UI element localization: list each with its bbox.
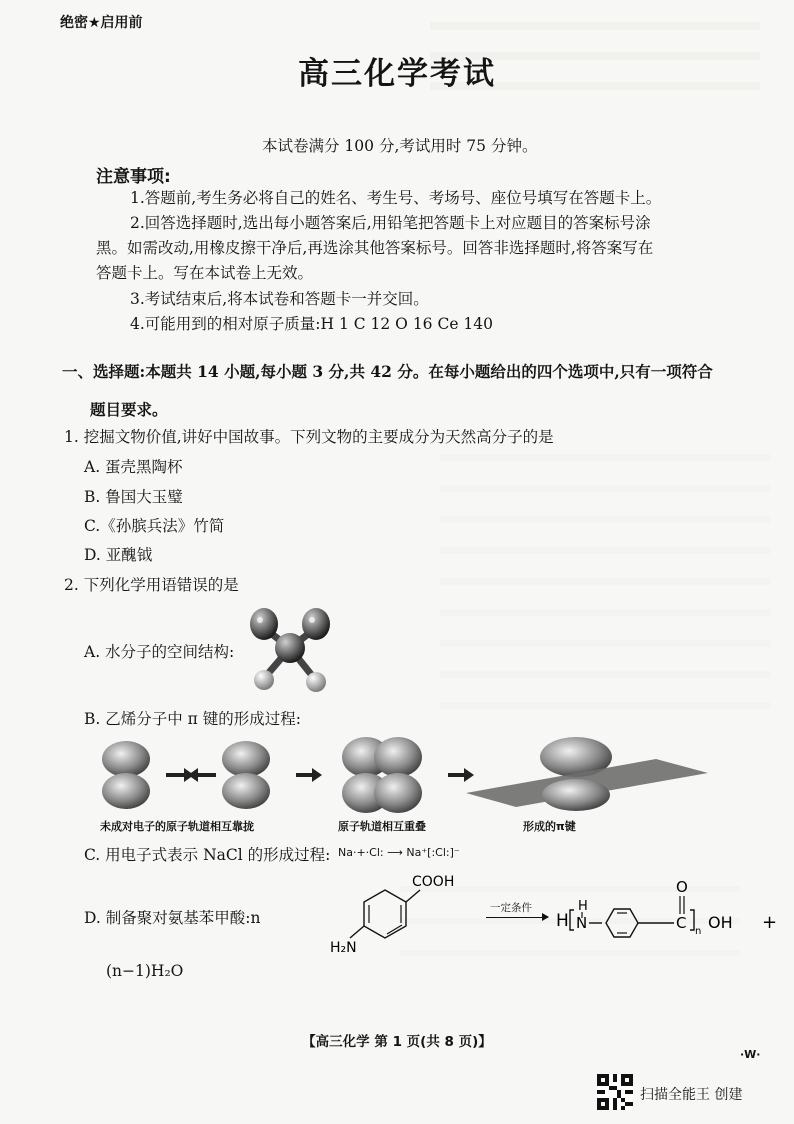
p-orbital-left [102,741,150,809]
arrow-stage-3 [448,768,474,782]
pi-bond-formation-diagram [96,735,736,825]
polymer-end-h: H [556,911,569,931]
question-1-stem: 1. 挖掘文物价值,讲好中国故事。下列文物的主要成分为天然高分子的是 [64,428,554,446]
polymer-nh-h: H [578,899,588,914]
notes-item-4: 4.可能用到的相对原子质量:H 1 C 12 O 16 Ce 140 [130,315,494,333]
question-2-option-c: C. 用电子式表示 NaCl 的形成过程: [84,846,331,864]
notes-item-2-line-2: 黑。如需改动,用橡皮擦干净后,再选涂其他答案标号。回答非选择题时,将答案写在 [96,239,654,257]
reaction-condition: 一定条件 [490,902,532,914]
pi-caption-approach: 未成对电子的原子轨道相互靠拢 [100,820,254,833]
question-2-stem: 2. 下列化学用语错误的是 [64,576,239,594]
approach-arrow-left [188,768,216,782]
polymer-n-label: N [576,914,588,932]
question-1-option-c: C.《孙膑兵法》竹简 [84,517,225,535]
pi-caption-overlap: 原子轨道相互重叠 [338,820,426,833]
monomer-h2n-label: H₂N [330,940,357,956]
question-2-option-d-cont: (n−1)H₂O [106,962,184,980]
footer-mark: ·W· [740,1048,761,1061]
p-orbital-right [222,741,270,809]
notes-heading: 注意事项: [96,167,171,187]
reaction-arrow [486,917,548,918]
water-molecule-model-icon [244,600,336,696]
p-aminobenzoic-acid-structure [330,872,455,958]
exam-subtitle: 本试卷满分 100 分,考试用时 75 分钟。 [262,137,538,155]
question-1-option-d: D. 亚醜钺 [84,546,153,564]
polymer-carbonyl-c: C [676,914,687,932]
page-footer: 【高三化学 第 1 页(共 8 页)】 [302,1034,492,1050]
reaction-arrow-head-icon [542,913,549,921]
question-1-option-a: A. 蛋壳黑陶杯 [84,458,183,476]
polymer-carbonyl-o: O [676,878,688,896]
nacl-electron-formula: Na·+·Cl: ⟶ Na⁺[:Cl:]⁻ [338,846,460,859]
notes-item-2-line-1: 2.回答选择题时,选出每小题答案后,用铅笔把答题卡上对应题目的答案标号涂 [130,214,651,232]
qr-code-icon [597,1074,633,1110]
polymer-subscript-n: n [695,926,702,937]
scanner-watermark: 扫描全能王 创建 [640,1087,743,1103]
monomer-cooh-label: COOH [412,874,455,890]
section-1-heading: 一、选择题:本题共 14 小题,每小题 3 分,共 42 分。在每小题给出的四个选项中,只有一项符合 [62,362,713,381]
equation-plus: + [762,912,778,933]
overlapping-orbitals [342,737,422,813]
section-1-heading-cont: 题目要求。 [90,400,168,419]
notes-item-2-line-3: 答题卡上。写在本试卷上无效。 [96,264,314,282]
question-2-option-b: B. 乙烯分子中 π 键的形成过程: [84,710,302,728]
polymer-end-oh: OH [708,913,733,932]
question-1-option-b: B. 鲁国大玉璧 [84,488,183,506]
polymer-structure [556,872,788,942]
secret-label: 绝密★启用前 [60,15,143,31]
pi-bond-result [466,737,708,811]
question-2-option-d: D. 制备聚对氨基苯甲酸:n [84,909,261,927]
pi-caption-bond: 形成的π键 [523,820,576,833]
notes-item-3: 3.考试结束后,将本试卷和答题卡一并交回。 [130,290,429,308]
page-title: 高三化学考试 [298,56,496,92]
notes-item-1: 1.答题前,考生务必将自己的姓名、考生号、考场号、座位号填写在答题卡上。 [130,189,662,207]
question-2-option-a: A. 水分子的空间结构: [84,643,235,661]
arrow-stage-2 [296,768,322,782]
